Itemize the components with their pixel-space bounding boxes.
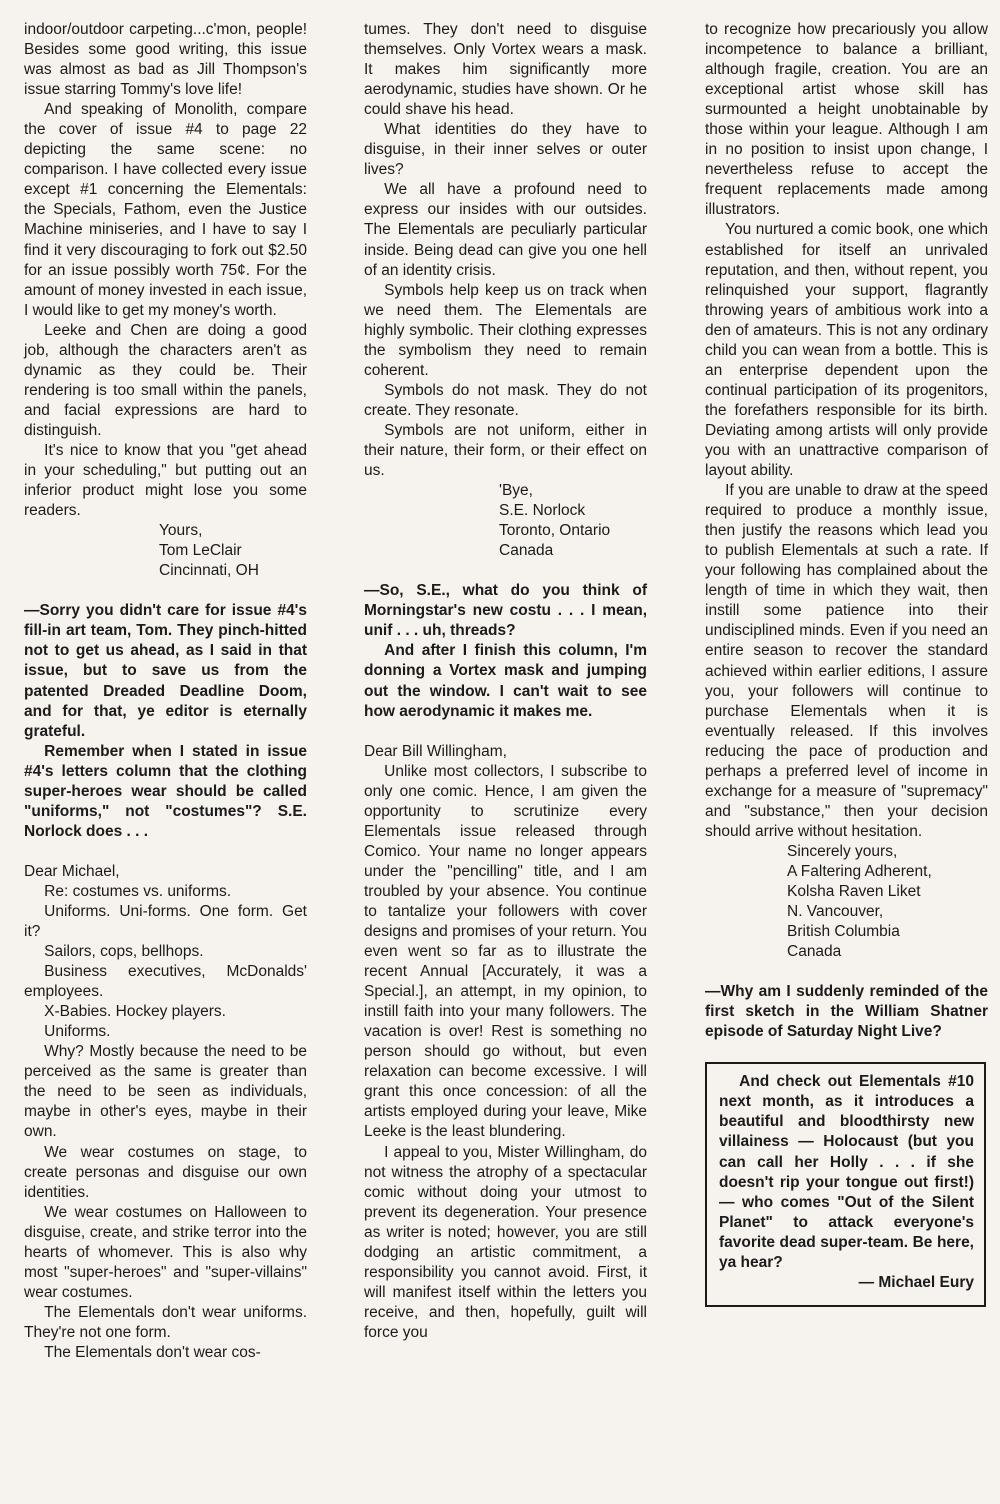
letter-paragraph: If you are unable to draw at the speed required to produce a monthly issue, then justify the reasons which lead you to publish Elementals at such a rate. If your following has complained about the length of time in which they wait, then instill some patience into their undisciplined minds. Even if you need an entire season to recover the standard achieved within earlier editions, I assure you, your followers will continue to purchase Elementals when it is eventually released. If this involves reducing the pace of production and perhaps a preferred level of income in exchange for a measure of "supremacy" and "substance," then your decision should arrive without hesitation. [705, 482, 988, 840]
column-right-body [705, 20, 988, 1042]
letter-signature-line: N. Vancouver, [787, 903, 884, 921]
letter-paragraph: Symbols help keep us on track when we need them. The Elementals are highly symbolic. Their clothing expresses the symbolism they need to remain coherent. [364, 281, 647, 379]
letter-signature-line: Cincinnati, OH [159, 562, 259, 580]
editor-response-paragraph: —So, S.E., what do you think of Morningstar's new costu . . . I mean, unif . . . uh, threads? [364, 582, 647, 640]
letter-paragraph: What identities do they have to disguise, in their inner selves or outer lives? [364, 121, 647, 179]
column-middle [364, 20, 647, 1343]
letter-paragraph: You nurtured a comic book, one which established for itself an unrivaled reputation, and then, without repent, you relinquished your support, flagrantly throwing years of ambitious work into a den of amateurs. This is not any ordinary child you can wean from a bottle. This is an enterprise dependent upon the continual participation of its progenitors, the forefathers responsible for its birth. Deviating among artists will only provide you with an unattractive comparison of layout ability. [705, 221, 988, 480]
letter-signature-line: Kolsha Raven Liket [787, 883, 921, 901]
letter-paragraph: It's nice to know that you "get ahead in your scheduling," but putting out an inferior product might lose you some readers. [24, 441, 307, 520]
editor-response-paragraph: And after I finish this column, I'm donning a Vortex mask and jumping out the window. I can't wait to see how aerodynamic it makes me. [364, 642, 647, 720]
letter-paragraph: Sailors, cops, bellhops. [44, 943, 204, 961]
paragraph-gap [364, 722, 647, 742]
letter-signature-line: Canada [787, 943, 842, 961]
letter-signature-line: Tom LeClair [159, 542, 242, 560]
letter-paragraph: Uniforms. [44, 1023, 111, 1041]
next-issue-signature: — Michael Eury [858, 1273, 974, 1291]
letter-signature-line: S.E. Norlock [499, 502, 586, 520]
letter-paragraph: The Elementals don't wear uniforms. They're not one form. [24, 1303, 307, 1341]
paragraph-gap [705, 962, 988, 982]
letter-paragraph: Re: costumes vs. uniforms. [44, 882, 232, 900]
letter-paragraph: indoor/outdoor carpeting...c'mon, people! Besides some good writing, this issue was almost as bad as Jill Thompson's issue starring Tommy's love life! [24, 21, 307, 99]
letter-paragraph: The Elementals don't wear cos- [44, 1344, 261, 1361]
column-left [24, 20, 307, 1363]
letter-signature-line: Canada [499, 542, 554, 560]
letter-signature-line: Sincerely yours, [787, 842, 898, 860]
letter-paragraph: to recognize how precariously you allow incompetence to balance a brilliant, although fragile, creation. You are an exceptional artist whose skill has surmounted a height unobtainable by those within your league. Although I am in no position to insist upon change, I nevertheless refuse to accept the frequent replacements made among illustrators. [705, 21, 988, 219]
next-issue-box [705, 1062, 986, 1307]
letter-paragraph: We wear costumes on Halloween to disguise, create, and strike terror into the hearts of whomever. This is also why most "super-heroes" and "super-villains" wear costumes. [24, 1203, 307, 1301]
letter-paragraph: Business executives, McDonalds' employees. [24, 963, 307, 1001]
letter-paragraph: Symbols are not uniform, either in their nature, their form, or their effect on us. [364, 421, 647, 480]
letter-signature-line: Toronto, Ontario [499, 522, 611, 540]
letter-signature-line: 'Bye, [499, 482, 533, 500]
letter-paragraph: Dear Bill Willingham, [364, 742, 507, 760]
letter-paragraph: I appeal to you, Mister Willingham, do not witness the atrophy of a spectacular comic without doing your utmost to prevent its degeneration. Your presence as writer is noted; however, you are still dodging an artistic commitment, a responsibility you cannot avoid. First, it will manifest itself within the letters you receive, and then, hopefully, guilt will force you [364, 1143, 647, 1341]
editor-response-paragraph: —Why am I suddenly reminded of the first sketch in the William Shatner episode of Saturday Night Live? [705, 983, 988, 1041]
letter-paragraph: tumes. They don't need to disguise themselves. Only Vortex wears a mask. It makes him significantly more aerodynamic, studies have shown. Or he could shave his head. [364, 21, 647, 119]
letter-paragraph: Symbols do not mask. They do not create. They resonate. [364, 381, 647, 419]
next-issue-text: And check out Elementals #10 next month, as it introduces a beautiful and bloodthirsty new villainess — Holocaust (but you can call her Holly . . . if she doesn't rip your tongue out first!) — who comes "Out of the Silent Planet" to attack everyone's favorite dead super-team. Be here, ya hear? [719, 1073, 974, 1271]
letter-paragraph: Why? Mostly because the need to be perceived as the same is greater than the need to be seen as individuals, maybe in other's eyes, maybe in their own. [24, 1043, 307, 1141]
paragraph-gap [24, 842, 307, 862]
letter-paragraph: Dear Michael, [24, 862, 120, 880]
editor-response-paragraph: —Sorry you didn't care for issue #4's fill-in art team, Tom. They pinch-hitted not to get us ahead, as I said in that issue, but to save us from the patented Dreaded Deadline Doom, and for that, ye editor is eternally grateful. [24, 602, 307, 740]
letter-paragraph: Leeke and Chen are doing a good job, although the characters aren't as dynamic as they could be. Their rendering is too small within the panels, and facial expressions are hard to distinguish. [24, 321, 307, 439]
column-right [705, 20, 988, 1307]
paragraph-gap [24, 581, 307, 601]
letter-signature-line: A Faltering Adherent, [787, 862, 932, 880]
letter-paragraph: We wear costumes on stage, to create personas and disguise our own identities. [24, 1143, 307, 1201]
letter-paragraph: Unlike most collectors, I subscribe to only one comic. Hence, I am given the opportunity to scrutinize every Elementals issue released through Comico. Your name no longer appears under the "pencilling" title, and I am troubled by your absence. You continue to tantalize your followers with cover designs and promises of your return. You even went so far as to illustrate the recent Annual [Accurately, it was a Special.], an attempt, in my opinion, to instill faith into your many followers. The vacation is over! Rest is something no person should go without, but even relaxation can become excessive. I will grant this once concession: of all the artists employed during your leave, Mike Leeke is the least blundering. [364, 762, 647, 1141]
editor-response-paragraph: Remember when I stated in issue #4's letters column that the clothing super-heroes wear should be called "uniforms," not "costumes"? S.E. Norlock does . . . [24, 742, 307, 840]
letter-signature-line: British Columbia [787, 923, 900, 941]
letter-paragraph: Uniforms. Uni-forms. One form. Get it? [24, 902, 307, 941]
letter-paragraph: We all have a profound need to express our insides with our outsides. The Elementals are peculiarly particular inside. Being dead can give you one hell of an identity crisis. [364, 181, 647, 279]
letter-signature-line: Yours, [159, 522, 203, 540]
paragraph-gap [364, 561, 647, 581]
letter-paragraph: X-Babies. Hockey players. [44, 1003, 226, 1021]
letter-paragraph: And speaking of Monolith, compare the cover of issue #4 to page 22 depicting the same scene: no comparison. I have collected every issue except #1 concerning the Elementals: the Specials, Fathom, even the Justice Machine miniseries, and I have to say I find it very discouraging to fork out $2.50 for an issue possibly worth 75¢. For the amount of money invested in each issue, I would like to get my money's worth. [24, 101, 307, 319]
